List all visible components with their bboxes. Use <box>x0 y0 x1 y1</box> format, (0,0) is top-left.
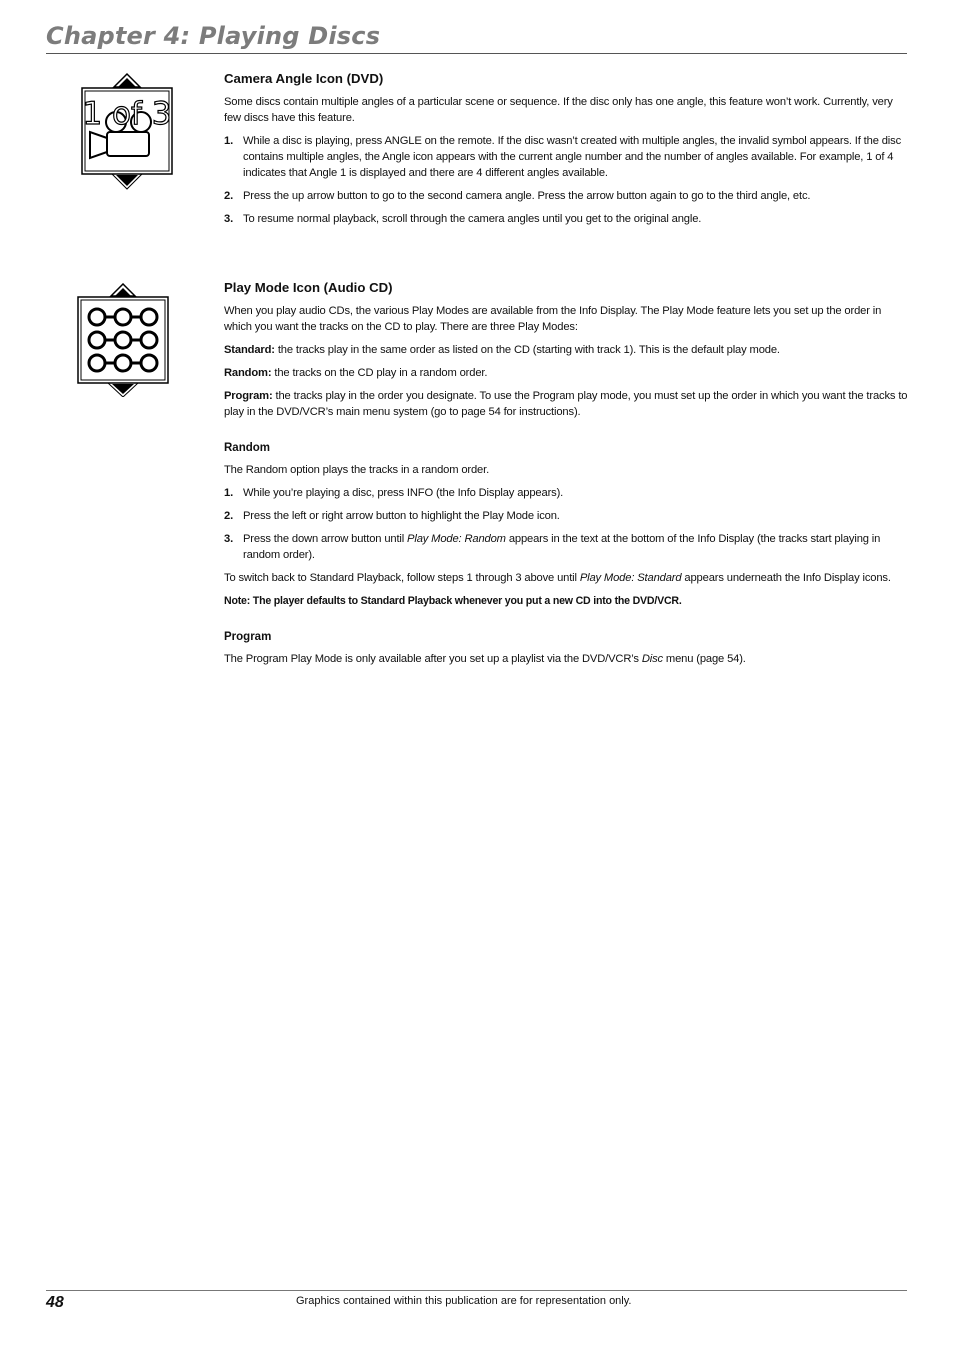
play-mode-title: Play Mode Icon (Audio CD) <box>224 280 393 295</box>
switch-back-text: To switch back to Standard Playback, follow steps 1 through 3 above until Play Mode: Standard appears underneath the Info Display icons. <box>224 572 891 584</box>
camera-angle-icon <box>80 72 174 195</box>
camera-angle-section <box>224 70 908 234</box>
list-item: 1. While you’re playing a disc, press INFO (the Info Display appears). <box>224 487 564 499</box>
chapter-title: Chapter 4: Playing Discs <box>46 22 381 50</box>
camera-angle-steps <box>224 133 908 227</box>
note-text: Note: The player defaults to Standard Playback whenever you put a new CD into the DVD/VCR. <box>224 595 682 607</box>
list-item: 2. Press the left or right arrow button to highlight the Play Mode icon. <box>224 510 560 522</box>
camera-angle-title: Camera Angle Icon (DVD) <box>224 71 384 86</box>
program-text: The Program Play Mode is only available after you set up a playlist via the DVD/VCR’s Disc menu (page 54). <box>224 653 746 665</box>
footer-note: Graphics contained within this publication are for representation only. <box>296 1295 632 1307</box>
header-rule <box>46 53 907 54</box>
list-item: 1. While a disc is playing, press ANGLE on the remote. If the disc wasn’t created with multiple angles, the invalid symbol appears. If the disc contains multiple angles, the Angle icon appears with the current angle number and the number of angles available. For example, 1 of 4 indicates that Angle 1 is displayed and there are 4 different angles available. <box>224 135 902 179</box>
mode-standard: Standard: the tracks play in the same order as listed on the CD (starting with track 1). This is the default play mode. <box>224 344 780 356</box>
random-intro: The Random option plays the tracks in a random order. <box>224 464 490 476</box>
random-steps <box>224 485 908 563</box>
program-heading: Program <box>224 631 272 643</box>
play-mode-intro: When you play audio CDs, the various Play Modes are available from the Info Display. The Play Mode feature lets you set up the order in which you want the tracks on the CD to play. There are three Play Modes: <box>224 305 882 333</box>
play-mode-section <box>224 279 908 674</box>
play-mode-icon <box>76 283 170 402</box>
camera-angle-intro: Some discs contain multiple angles of a particular scene or sequence. If the disc only has one angle, this feature won’t work. Currently, very few discs have this feature. <box>224 96 893 124</box>
mode-program: Program: the tracks play in the order you designate. To use the Program play mode, you must set up the order in which you want the tracks to play in the DVD/VCR’s main menu system (go to page 54 for instructions). <box>224 390 908 418</box>
list-item: 2. Press the up arrow button to go to the second camera angle. Press the arrow button again to go to the third angle, etc. <box>224 190 811 202</box>
list-item: 3. To resume normal playback, scroll through the camera angles until you get to the original angle. <box>224 213 702 225</box>
camera-angle-label: 1 of 3 <box>82 96 172 132</box>
mode-random: Random: the tracks on the CD play in a random order. <box>224 367 488 379</box>
list-item: 3. Press the down arrow button until Play Mode: Random appears in the text at the bottom of the Info Display (the tracks start playing in random order). <box>224 533 881 561</box>
random-heading: Random <box>224 442 270 454</box>
footer-rule <box>46 1290 907 1291</box>
page-number: 48 <box>46 1294 64 1311</box>
